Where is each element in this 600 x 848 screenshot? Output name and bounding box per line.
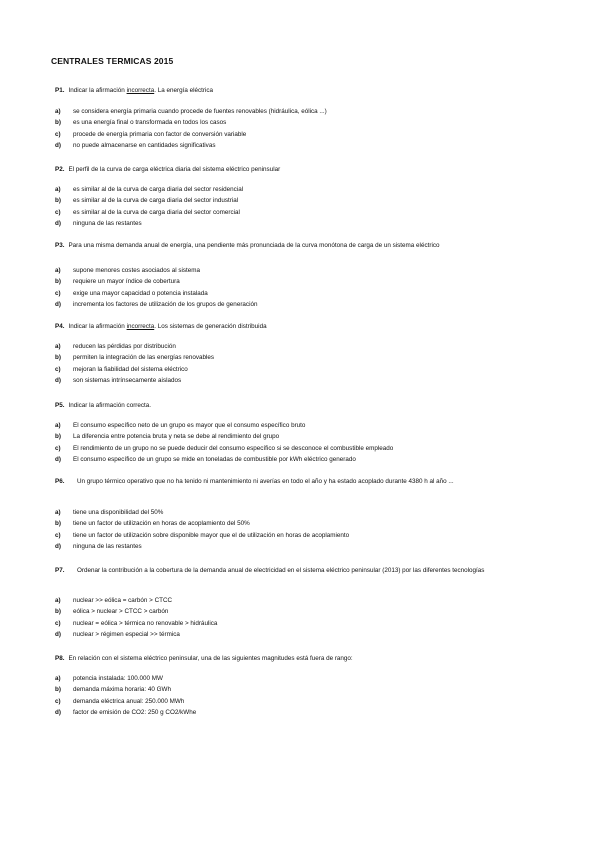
option-text: no puede almacenarse en cantidades significativas [73, 142, 216, 150]
option-letter: c) [55, 289, 61, 297]
question-1-stem [55, 87, 555, 95]
option-c [55, 618, 555, 629]
option-letter: c) [55, 130, 61, 138]
option-text: supone menores costes asociados al sistema [73, 267, 201, 274]
option-text: El rendimiento de un grupo no se puede deducir del consumo específico si se desconoce el combustible empleado [73, 444, 394, 452]
question-number: P3. [55, 242, 65, 249]
question-3-stem [55, 242, 555, 250]
option-text: demanda máxima horaria: 40 GWh [73, 686, 171, 694]
question-2-options [55, 184, 555, 230]
option-text: reducen las pérdidas por distribución [73, 343, 176, 350]
option-letter: d) [55, 220, 61, 228]
option-text: potencia instalada: 100.000 MW [73, 675, 163, 682]
question-1-options [55, 106, 555, 152]
option-d [55, 541, 555, 552]
option-b [55, 606, 555, 617]
option-text: permiten la integración de las energías renovables [73, 354, 215, 362]
option-a [55, 184, 555, 195]
option-letter: b) [55, 197, 61, 205]
question-8-stem [55, 655, 555, 663]
question-7-options [55, 595, 555, 641]
question-text: En relación con el sistema eléctrico peninsular, una de las siguientes magnitudes está fuera de rango: [68, 655, 353, 662]
option-text: nuclear >> eólica = carbón > CTCC [73, 597, 173, 604]
option-d [55, 629, 555, 640]
option-a [55, 106, 555, 117]
option-letter: d) [55, 543, 61, 551]
option-letter: b) [55, 433, 61, 441]
option-a [55, 265, 555, 276]
option-text: es similar al de la curva de carga diaria del sector residencial [73, 186, 244, 193]
option-text: mejoran la fiabilidad del sistema eléctrico [73, 365, 188, 373]
option-c [55, 530, 555, 541]
option-b [55, 195, 555, 206]
question-6-options [55, 507, 555, 553]
option-letter: c) [55, 697, 61, 705]
option-b [55, 684, 555, 695]
question-8-options [55, 673, 555, 719]
option-text: son sistemas intrínsecamente aislados [73, 377, 182, 385]
option-text: es similar al de la curva de carga diaria del sector industrial [73, 197, 239, 205]
option-text: exige una mayor capacidad o potencia instalada [73, 289, 208, 297]
option-letter: b) [55, 119, 61, 127]
option-letter: c) [55, 619, 61, 627]
question-4-options [55, 341, 555, 387]
question-text-end: . La energía eléctrica [154, 87, 214, 94]
question-number: P1. [55, 87, 65, 94]
question-text: Para una misma demanda anual de energía, una pendiente más pronunciada de la curva monótona de carga de un sistema eléctrico [68, 242, 440, 249]
question-emphasis: incorrecta [126, 87, 155, 94]
option-text: procede de energía primaria con factor de conversión variable [73, 130, 247, 138]
option-text: se considera energía primaria cuando procede de fuentes renovables (hidráulica, eólica ...) [73, 108, 327, 115]
option-text: ninguna de las restantes [73, 543, 142, 551]
option-b [55, 276, 555, 287]
question-number: P8. [55, 655, 65, 662]
option-letter: b) [55, 608, 61, 616]
option-d [55, 218, 555, 229]
question-7-stem [55, 567, 555, 575]
option-letter: a) [55, 186, 61, 193]
option-c [55, 443, 555, 454]
option-text: factor de emisión de CO2: 250 g CO2/kWhe [73, 709, 197, 717]
option-text: El consumo específico neto de un grupo es mayor que el consumo específico bruto [73, 422, 306, 429]
option-text: es similar al de la curva de carga diaria del sector comercial [73, 208, 240, 216]
question-text-end: . Los sistemas de generación distribuida [154, 323, 267, 330]
option-letter: b) [55, 278, 61, 286]
option-letter: c) [55, 365, 61, 373]
option-b [55, 431, 555, 442]
question-text: Indicar la afirmación [68, 87, 127, 94]
option-b [55, 117, 555, 128]
question-5-stem [55, 402, 555, 410]
option-text: La diferencia entre potencia bruta y neta se debe al rendimiento del grupo [73, 433, 280, 441]
question-2-stem [55, 166, 555, 174]
option-a [55, 595, 555, 606]
document-title: CENTRALES TERMICAS 2015 [51, 56, 174, 66]
question-number: P7. [55, 567, 65, 574]
option-a [55, 507, 555, 518]
option-text: requiere un mayor índice de cobertura [73, 278, 180, 286]
option-letter: c) [55, 208, 61, 216]
option-text: eólica > nuclear > CTCC > carbón [73, 608, 169, 616]
option-letter: a) [55, 597, 61, 604]
option-letter: c) [55, 444, 61, 452]
option-b [55, 352, 555, 363]
option-letter: a) [55, 267, 61, 274]
option-letter: a) [55, 675, 61, 682]
option-letter: a) [55, 108, 61, 115]
option-letter: b) [55, 354, 61, 362]
question-3-options [55, 265, 555, 311]
option-text: El consumo específico de un grupo se mide en toneladas de combustible por kWh eléctrico generado [73, 456, 356, 464]
option-c [55, 207, 555, 218]
option-d [55, 299, 555, 310]
option-a [55, 673, 555, 684]
option-letter: d) [55, 301, 61, 309]
question-4-stem [55, 323, 555, 331]
option-d [55, 707, 555, 718]
option-d [55, 140, 555, 151]
option-c [55, 288, 555, 299]
option-letter: d) [55, 142, 61, 150]
option-text: tiene un factor de utilización sobre disponible mayor que el de utilización en horas de acoplamiento [73, 531, 350, 539]
question-emphasis: incorrecta [126, 323, 155, 330]
option-d [55, 375, 555, 386]
option-c [55, 129, 555, 140]
question-5-options [55, 420, 555, 466]
option-text: demanda eléctrica anual: 250.000 MWh [73, 697, 185, 705]
option-letter: d) [55, 456, 61, 464]
option-a [55, 420, 555, 431]
question-number: P2. [55, 166, 65, 173]
question-text: Ordenar la contribución a la cobertura de la demanda anual de electricidad en el sistema eléctrico peninsular (2013) por las diferentes tecnologías [77, 567, 485, 574]
question-number: P6. [55, 478, 65, 485]
option-text: incrementa los factores de utilización de los grupos de generación [73, 301, 258, 309]
option-letter: d) [55, 709, 61, 717]
option-text: nuclear > régimen especial >> térmica [73, 631, 180, 639]
option-c [55, 364, 555, 375]
option-text: tiene una disponibilidad del 50% [73, 509, 164, 516]
option-letter: c) [55, 531, 61, 539]
option-text: es una energía final o transformada en todos los casos [73, 119, 227, 127]
option-c [55, 696, 555, 707]
question-number: P4. [55, 323, 65, 330]
option-b [55, 518, 555, 529]
option-letter: a) [55, 422, 61, 429]
question-text: El perfil de la curva de carga eléctrica diaria del sistema eléctrico peninsular [68, 166, 281, 173]
option-letter: b) [55, 520, 61, 528]
option-text: tiene un factor de utilización en horas de acoplamiento del 50% [73, 520, 250, 528]
option-text: ninguna de las restantes [73, 220, 142, 228]
option-letter: a) [55, 343, 61, 350]
option-letter: a) [55, 509, 61, 516]
question-6-stem [55, 478, 555, 486]
question-number: P5. [55, 402, 65, 409]
option-a [55, 341, 555, 352]
option-letter: d) [55, 377, 61, 385]
question-text: Indicar la afirmación correcta. [68, 402, 152, 409]
option-text: nuclear = eólica > térmica no renovable > hidráulica [73, 619, 218, 627]
option-letter: b) [55, 686, 61, 694]
question-text: Un grupo térmico operativo que no ha tenido ni mantenimiento ni averías en todo el año y ha estado acoplado durante 4380 h al año ... [77, 478, 454, 485]
question-text: Indicar la afirmación [68, 323, 127, 330]
option-letter: d) [55, 631, 61, 639]
option-d [55, 454, 555, 465]
